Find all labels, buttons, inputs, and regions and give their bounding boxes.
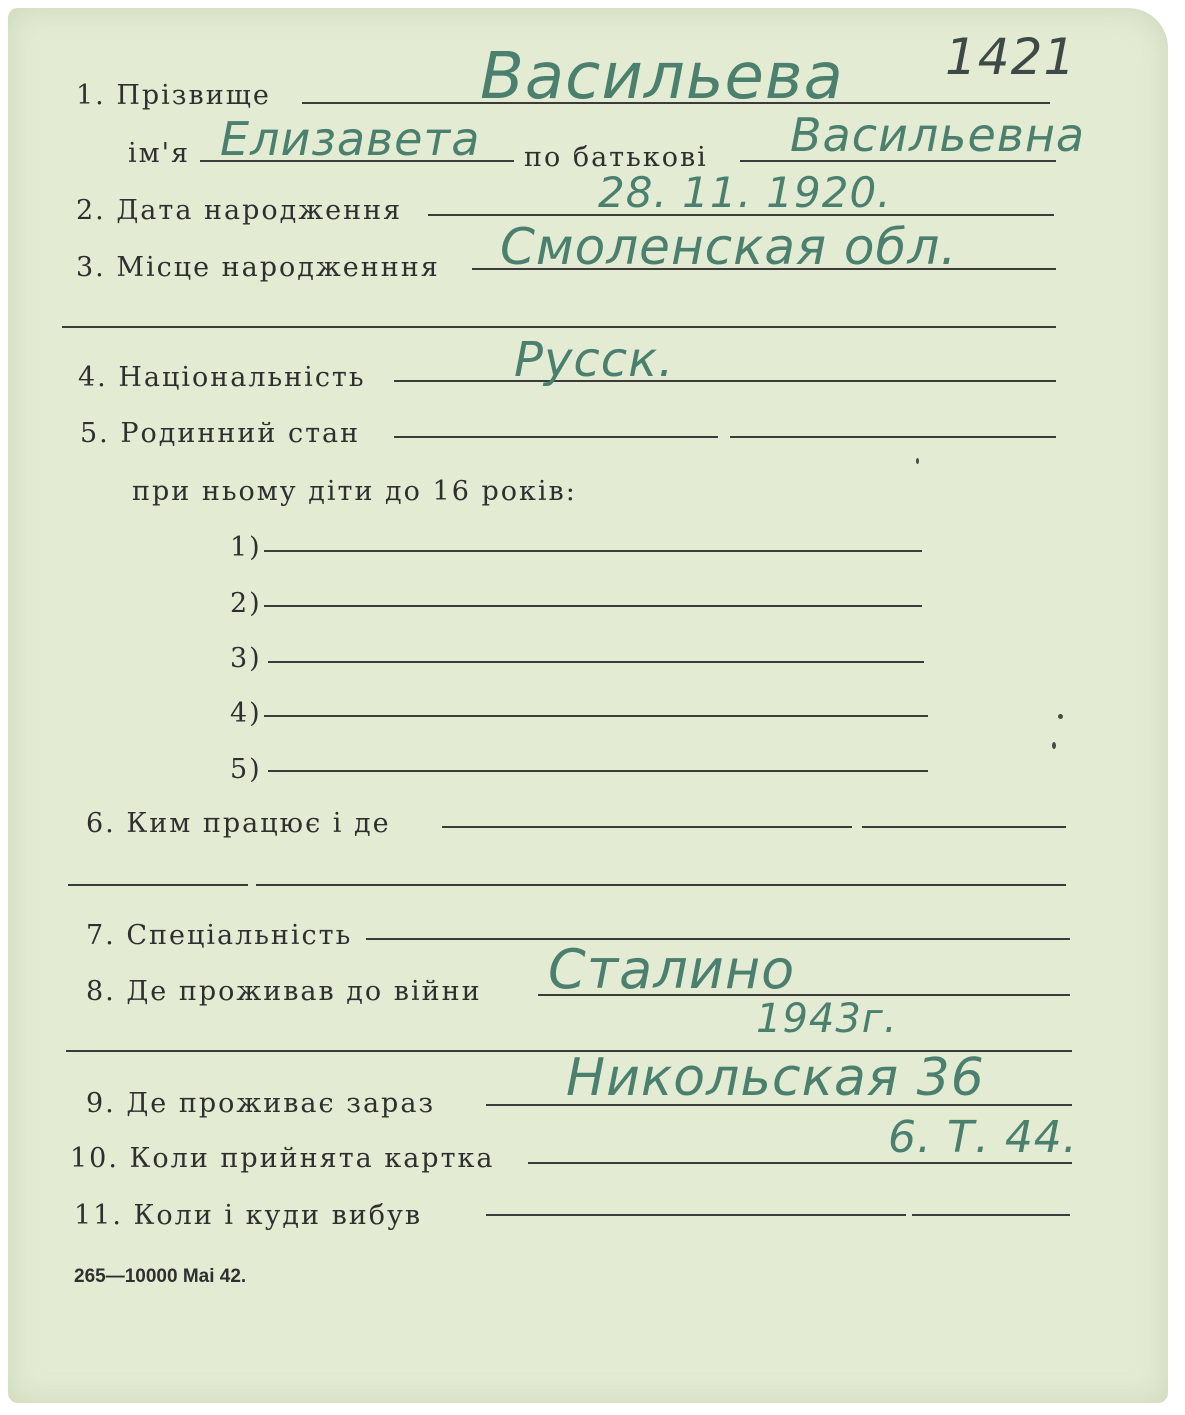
nationality-label: 4. Національність bbox=[78, 362, 366, 393]
child-5-line bbox=[268, 770, 928, 772]
card-number: 1421 bbox=[945, 28, 1077, 86]
occupation-line-c bbox=[68, 884, 248, 886]
departure-label: 11. Коли і куди вибув bbox=[74, 1200, 423, 1231]
specialty-label: 7. Спеціальність bbox=[86, 920, 353, 951]
current-residence-value: Никольская 36 bbox=[566, 1048, 985, 1108]
card-accepted-label: 10. Коли прийнята картка bbox=[70, 1143, 495, 1174]
marital-status-line-a bbox=[394, 436, 718, 438]
card-accepted-value: 6. Т. 44. bbox=[888, 1112, 1078, 1163]
print-run-footer: 265—10000 Mai 42. bbox=[74, 1266, 247, 1287]
paper-speck bbox=[916, 458, 919, 464]
birth-date-label: 2. Дата народження bbox=[76, 195, 403, 226]
occupation-label: 6. Ким працює і де bbox=[86, 808, 391, 839]
patronymic-label: по батькові bbox=[524, 142, 708, 173]
occupation-line-a bbox=[442, 826, 852, 828]
birth-place-value: Смоленская обл. bbox=[500, 218, 958, 276]
prewar-residence-value: Сталино bbox=[548, 938, 796, 1001]
surname-label: 1. Прізвище bbox=[76, 80, 271, 111]
surname-value: Васильева bbox=[480, 40, 844, 114]
child-5-label: 5) bbox=[230, 754, 262, 785]
birth-place-label: 3. Місце народженння bbox=[76, 252, 440, 283]
patronymic-value: Васильевна bbox=[790, 108, 1086, 162]
child-4-line bbox=[264, 715, 928, 717]
occupation-line-b bbox=[862, 826, 1066, 828]
child-2-line bbox=[264, 605, 922, 607]
marital-status-line-b bbox=[730, 436, 1056, 438]
nationality-line bbox=[394, 380, 1056, 382]
first-name-value: Елизавета bbox=[220, 112, 481, 166]
child-2-label: 2) bbox=[230, 588, 262, 619]
paper-speck bbox=[1058, 714, 1063, 719]
prewar-residence-label: 8. Де проживав до війни bbox=[86, 976, 482, 1007]
child-3-line bbox=[268, 661, 924, 663]
departure-line-a bbox=[486, 1214, 906, 1216]
child-1-label: 1) bbox=[230, 532, 262, 563]
child-4-label: 4) bbox=[230, 698, 262, 729]
first-name-label: ім'я bbox=[128, 138, 191, 169]
birth-place-line-2 bbox=[62, 326, 1056, 328]
marital-status-label: 5. Родинний стан bbox=[80, 418, 361, 449]
year-value: 1943г. bbox=[756, 996, 898, 1042]
occupation-line-d bbox=[256, 884, 1066, 886]
paper-speck bbox=[1052, 742, 1056, 749]
current-residence-label: 9. Де проживає зараз bbox=[86, 1088, 436, 1119]
child-1-line bbox=[264, 550, 922, 552]
children-label: при ньому діти до 16 років: bbox=[132, 476, 577, 507]
nationality-value: Русск. bbox=[514, 332, 675, 388]
departure-line-b bbox=[912, 1214, 1070, 1216]
child-3-label: 3) bbox=[230, 643, 262, 674]
birth-date-value: 28. 11. 1920. bbox=[598, 168, 892, 217]
